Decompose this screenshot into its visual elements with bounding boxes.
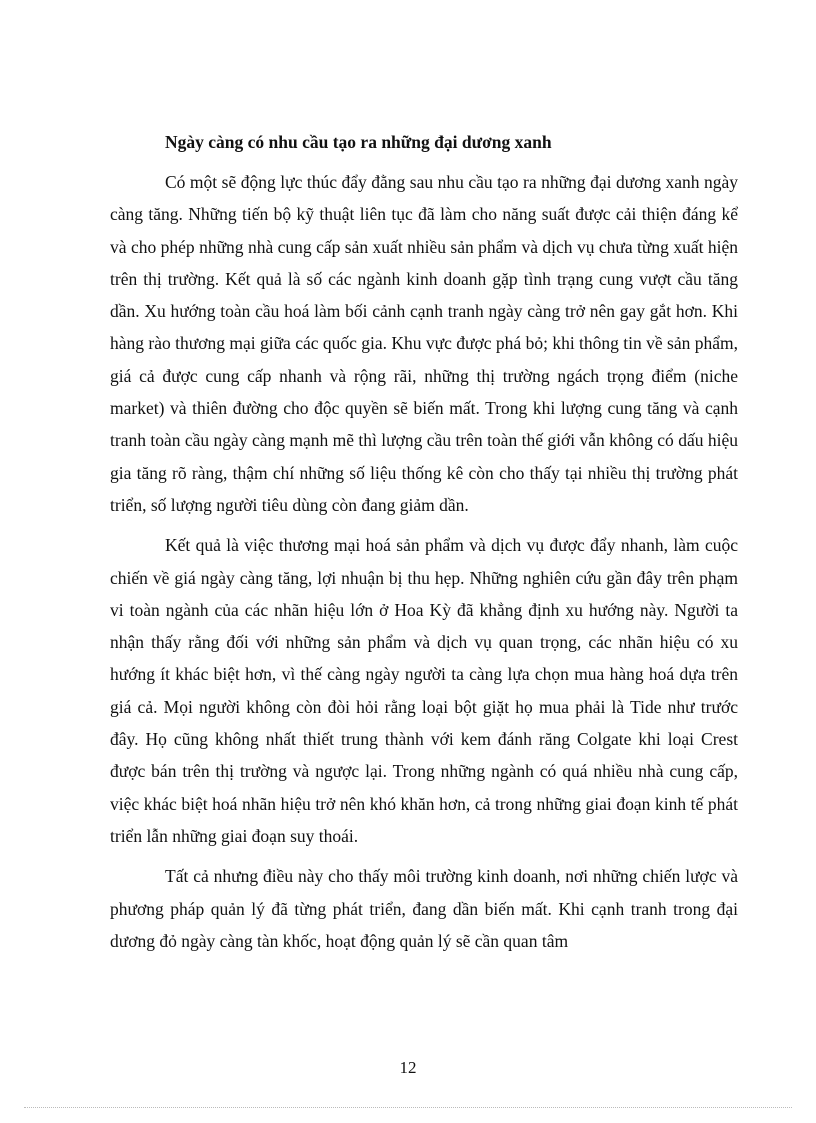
paragraph-1: Có một sẽ động lực thúc đẩy đằng sau nhu cầu tạo ra những đại dương xanh ngày càng tăng. Những tiến bộ kỹ thuật liên tục đã làm cho năng suất được cải thiện đáng kể và cho phép những nhà cung cấp sản xuất nhiều sản phẩm và dịch vụ chưa từng xuất hiện trên thị trường. Kết quả là số các ngành kinh doanh gặp tình trạng cung vượt cầu tăng dần. Xu hướng toàn cầu hoá làm bối cảnh cạnh tranh ngày càng trở nên gay gắt hơn. Khi hàng rào thương mại giữa các quốc gia. Khu vực được phá bỏ; khi thông tin về sản phẩm, giá cả được cung cấp nhanh và rộng rãi, những thị trường ngách trọng điểm (niche market) và thiên đường cho độc quyền sẽ biến mất. Trong khi lượng cung tăng và cạnh tranh toàn cầu ngày càng mạnh mẽ thì lượng cầu trên toàn thế giới vẫn không có dấu hiệu gia tăng rõ ràng, thậm chí những số liệu thống kê còn cho thấy tại nhiều thị trường phát triển, số lượng người tiêu dùng còn đang giảm dần. [110,172,738,515]
section-heading: Ngày càng có nhu cầu tạo ra những đại dương xanh [165,132,552,152]
page-content [110,126,738,965]
page-number: 12 [399,1058,417,1077]
paragraph-2: Kết quả là việc thương mại hoá sản phẩm và dịch vụ được đẩy nhanh, làm cuộc chiến về giá ngày càng tăng, lợi nhuận bị thu hẹp. Những nghiên cứu gần đây trên phạm vi toàn ngành của các nhãn hiệu lớn ở Hoa Kỳ đã khẳng định xu hướng này. Người ta nhận thấy rằng đối với những sản phẩm và dịch vụ quan trọng, các nhãn hiệu có xu hướng ít khác biệt hơn, vì thế càng ngày người ta càng lựa chọn mua hàng hoá dựa trên giá cả. Mọi người không còn đòi hỏi rằng loại bột giặt họ mua phải là Tide như trước đây. Họ cũng không nhất thiết trung thành với kem đánh răng Colgate khi loại Crest được bán trên thị trường và ngược lại. Trong những ngành có quá nhiều nhà cung cấp, việc khác biệt hoá nhãn hiệu trở nên khó khăn hơn, cả trong những giai đoạn kinh tế phát triển lẫn những giai đoạn suy thoái. [110,535,738,846]
paragraph-3: Tất cả nhưng điều này cho thấy môi trường kinh doanh, nơi những chiến lược và phương pháp quản lý đã từng phát triển, đang dần biến mất. Khi cạnh tranh trong đại dương đỏ ngày càng tàn khốc, hoạt động quản lý sẽ cần quan tâm [110,866,738,951]
page-bottom-divider [24,1107,792,1108]
